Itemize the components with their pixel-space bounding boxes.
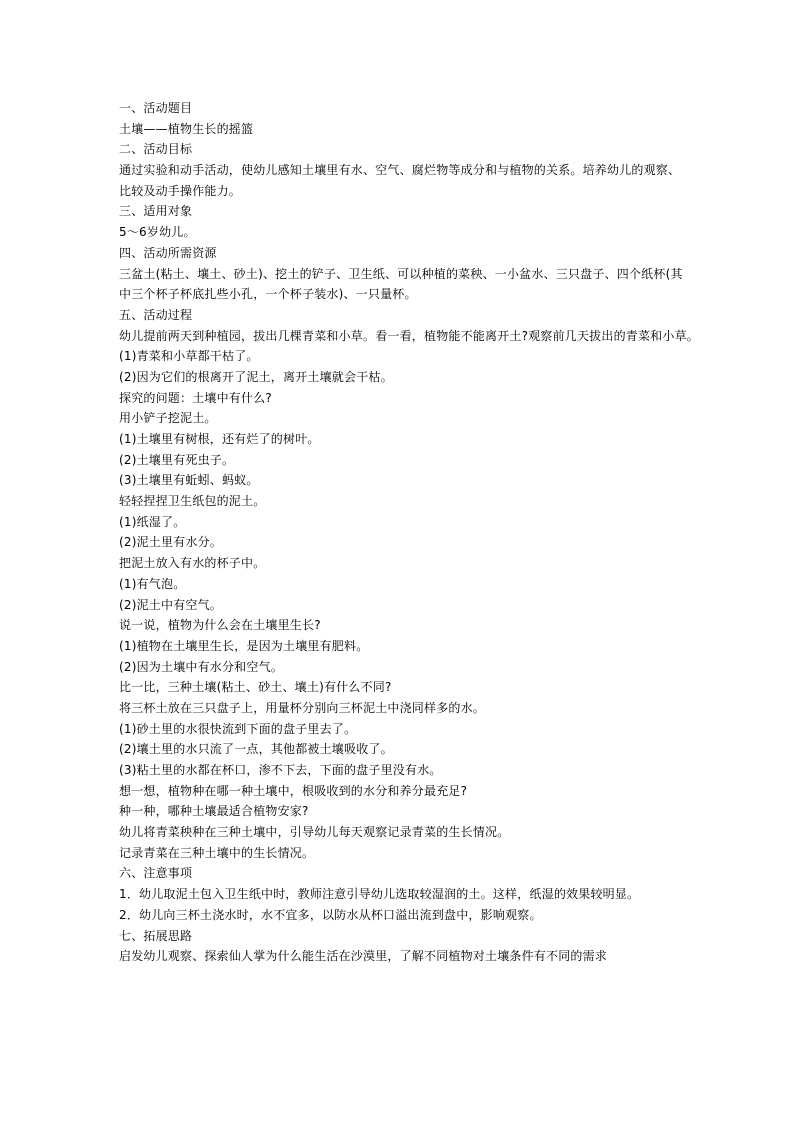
- text-line: 一、活动题目: [119, 101, 193, 115]
- text-line: (3)土壤里有蚯蚓、蚂蚁。: [119, 473, 259, 488]
- text-line: 二、活动目标: [119, 142, 193, 157]
- text-line: (2)泥土里有水分。: [119, 535, 222, 550]
- text-line: (2)因为土壤中有水分和空气。: [119, 659, 283, 674]
- text-line: (1)有气泡。: [119, 576, 186, 591]
- text-line: 比较及动手操作能力。: [119, 183, 242, 198]
- text-line: 用小铲子挖泥土。: [119, 411, 217, 426]
- text-line: 三、适用对象: [119, 204, 193, 219]
- text-line: 通过实验和动手活动，使幼儿感知土壤里有水、空气、腐烂物等成分和与植物的关系。培养幼儿的观察、: [119, 163, 681, 178]
- text-line: 5～6岁幼儿。: [119, 225, 196, 240]
- text-line: 三盆土(粘土、壤土、砂土)、挖土的铲子、卫生纸、可以种植的菜秧、一小盆水、三只盘子、四个纸杯(其: [119, 266, 683, 281]
- text-line: 七、拓展思路: [119, 928, 193, 943]
- text-line: 想一想，植物种在哪一种土壤中，根吸收到的水分和养分最充足?: [119, 783, 468, 798]
- text-line: 六、注意事项: [119, 866, 193, 881]
- text-line: 将三杯土放在三只盘子上，用量杯分别向三杯泥土中浇同样多的水。: [119, 700, 486, 715]
- text-line: (1)植物在土壤里生长，是因为土壤里有肥料。: [119, 638, 369, 653]
- text-line: 中三个杯子杯底扎些小孔，一个杯子装水)、一只量杯。: [119, 287, 417, 302]
- text-line: 把泥土放入有水的杯子中。: [119, 556, 266, 571]
- document-body: [119, 98, 699, 967]
- text-line: (1)土壤里有树根，还有烂了的树叶。: [119, 432, 320, 446]
- text-line: 土壤——植物生长的摇篮: [119, 121, 254, 136]
- text-line: (3)粘土里的水都在杯口，渗不下去，下面的盘子里没有水。: [119, 763, 442, 777]
- text-line: 比一比，三种土壤(粘土、砂土、壤土)有什么不同?: [119, 680, 392, 695]
- text-line: 四、活动所需资源: [119, 245, 217, 260]
- text-line: 轻轻捏捏卫生纸包的泥土。: [119, 494, 266, 509]
- text-line: (2)泥土中有空气。: [119, 597, 222, 612]
- text-line: 幼儿提前两天到种植园，拔出几棵青菜和小草。看一看，植物能不能离开土?观察前几天拔出的青菜和小草。: [119, 328, 699, 343]
- text-line: 说一说，植物为什么会在土壤里生长?: [119, 618, 321, 633]
- text-line: (2)土壤里有死虫子。: [119, 452, 235, 467]
- text-line: 2．幼儿向三杯土浇水时，水不宜多，以防水从杯口溢出流到盘中，影响观察。: [119, 907, 542, 922]
- text-line: 记录青菜在三种土壤中的生长情况。: [119, 845, 315, 860]
- text-line: 五、活动过程: [119, 307, 193, 322]
- text-line: 幼儿将青菜秧种在三种土壤中，引导幼儿每天观察记录青菜的生长情况。: [119, 825, 510, 840]
- text-line: (1)砂土里的水很快流到下面的盘子里去了。: [119, 721, 357, 736]
- text-line: (1)纸湿了。: [119, 514, 186, 529]
- text-line: (2)壤土里的水只流了一点，其他都被土壤吸收了。: [119, 742, 393, 757]
- text-line: 1．幼儿取泥土包入卫生纸中时，教师注意引导幼儿选取较湿润的土。这样，纸湿的效果较明显。: [119, 887, 640, 902]
- text-line: 探究的问题：土壤中有什么?: [119, 390, 272, 405]
- text-line: (1)青菜和小草都干枯了。: [119, 349, 259, 364]
- text-line: 启发幼儿观察、探索仙人掌为什么能生活在沙漠里，了解不同植物对土壤条件有不同的需求: [119, 949, 608, 964]
- text-line: (2)因为它们的根离开了泥土，离开土壤就会干枯。: [119, 369, 393, 384]
- text-line: 种一种，哪种土壤最适合植物安家?: [119, 804, 309, 819]
